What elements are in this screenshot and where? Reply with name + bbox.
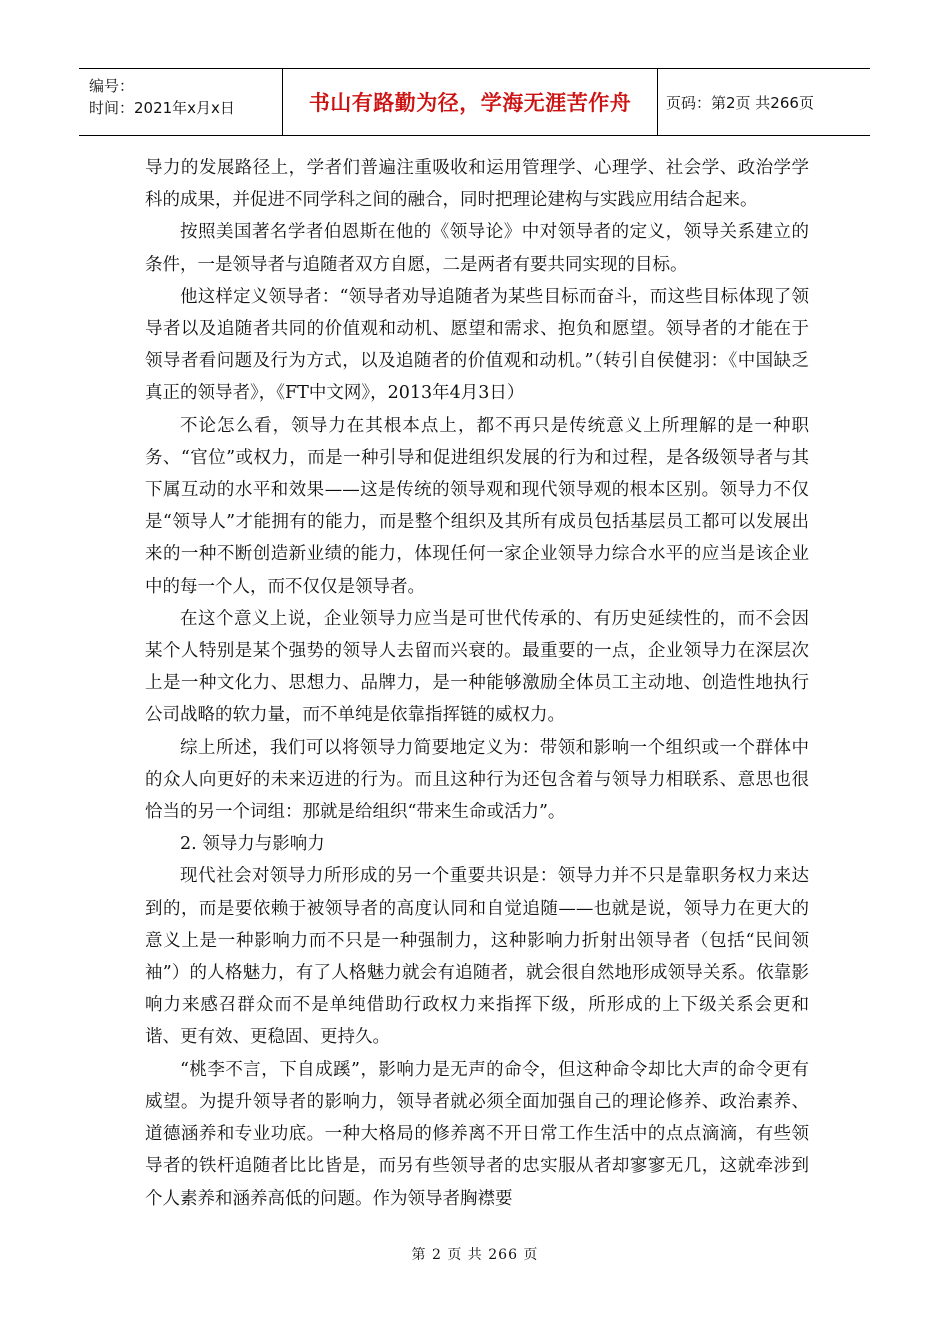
- paragraph: 现代社会对领导力所形成的另一个重要共识是：领导力并不只是靠职务权力来达到的，而是要依赖于被领导者的高度认同和自觉追随——也就是说，领导力在更大的意义上是一种影响力而不只是一种强制力，这种影响力折射出领导者（包括“民间领袖”）的人格魅力，有了人格魅力就会有追随者，就会很自然地形成领导关系。依靠影响力来感召群众而不是单纯借助行政权力来指挥下级，所形成的上下级关系会更和谐、更有效、更稳固、更持久。: [145, 866, 809, 1048]
- paragraph: 导力的发展路径上，学者们普遍注重吸收和运用管理学、心理学、社会学、政治学学科的成果，并促进不同学科之间的融合，同时把理论建构与实践应用结合起来。: [145, 158, 809, 211]
- paragraph: 不论怎么看，领导力在其根本点上，都不再只是传统意义上所理解的是一种职务、“官位”或权力，而是一种引导和促进组织发展的行为和过程，是各级领导者与其下属互动的水平和效果——这是传统的领导观和现代领导观的根本区别。领导力不仅是“领导人”才能拥有的能力，而是整个组织及其所有成员包括基层员工都可以发展出来的一种不断创造新业绩的能力，体现任何一家企业领导力综合水平的应当是该企业中的每一个人，而不仅仅是领导者。: [145, 415, 809, 597]
- document-body: [145, 152, 809, 1215]
- paragraph: 综上所述，我们可以将领导力简要地定义为：带领和影响一个组织或一个群体中的众人向更好的未来迈进的行为。而且这种行为还包含着与领导力相联系、意思也很恰当的另一个词组：那就是给组织“带来生命或活力”。: [145, 737, 809, 823]
- header-page-info: 页码：第2页 共266页: [666, 93, 814, 112]
- header-meta: [79, 69, 283, 135]
- paragraph: 他这样定义领导者：“领导者劝导追随者为某些目标而奋斗，而这些目标体现了领导者以及追随者共同的价值观和动机、愿望和需求、抱负和愿望。领导者的才能在于领导者看问题及行为方式，以及追随者的价值观和动机。”（转引自侯健羽：《中国缺乏真正的领导者》，《FT中文网》，2013年4月3日）: [145, 286, 809, 404]
- paragraph: “桃李不言，下自成蹊”，影响力是无声的命令，但这种命令却比大声的命令更有威望。为提升领导者的影响力，领导者就必须全面加强自己的理论修养、政治素养、道德涵养和专业功底。一种大格局的修养离不开日常工作生活中的点点滴滴，有些领导者的铁杆追随者比比皆是，而另有些领导者的忠实服从者却寥寥无几，这就牵涉到个人素养和涵养高低的问题。作为领导者胸襟要: [145, 1059, 809, 1209]
- paragraph: 按照美国著名学者伯恩斯在他的《领导论》中对领导者的定义，领导关系建立的条件，一是领导者与追随者双方自愿，二是两者有要共同实现的目标。: [145, 222, 809, 275]
- document-number-label: 编号：: [89, 77, 135, 95]
- paragraph: 在这个意义上说，企业领导力应当是可世代传承的、有历史延续性的，而不会因某个人特别是某个强势的领导人去留而兴衰的。最重要的一点，企业领导力在深层次上是一种文化力、思想力、品牌力，是一种能够激励全体员工主动地、创造性地执行公司战略的软力量，而不单纯是依靠指挥链的威权力。: [145, 608, 809, 726]
- page-footer: 第 2 页 共 266 页: [411, 1247, 539, 1263]
- section-heading: 2. 领导力与影响力: [180, 834, 325, 855]
- page-header: [79, 68, 870, 136]
- document-date-label: 时间：2021年x月x日: [89, 99, 235, 117]
- header-motto: 书山有路勤为径，学海无涯苦作舟: [283, 69, 658, 135]
